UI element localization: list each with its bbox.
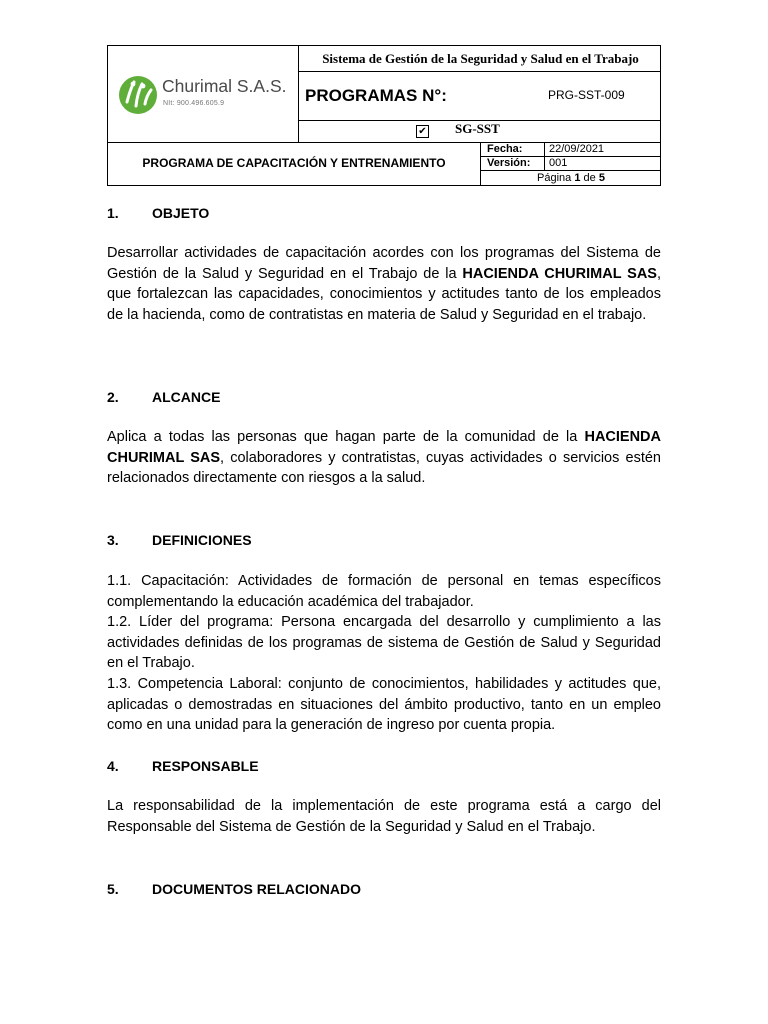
section-heading-objeto [107, 205, 210, 221]
header-divider [298, 71, 661, 72]
section-number: 3. [107, 532, 119, 548]
alcance-company: HACIENDA CHURIMAL SAS [107, 429, 661, 466]
page-number [537, 172, 605, 184]
page-prefix: Página [537, 172, 572, 184]
responsable-paragraph: La responsabilidad de la implementación de este programa está a cargo del Responsable del Sistema de Gestión de la Seguridad y Salud en el Trabajo. [107, 798, 661, 835]
section-title: ALCANCE [152, 389, 221, 405]
section-title: DOCUMENTOS RELACIONADO [152, 881, 361, 897]
section-heading-documentos [107, 881, 361, 897]
section-title: RESPONSABLE [152, 758, 259, 774]
section-title: DEFINICIONES [152, 532, 252, 548]
alcance-text-end: , colaboradores y contratistas, cuyas actividades o servicios estén relacionados directamente con riesgos a la salud. [107, 449, 661, 487]
section-number: 2. [107, 389, 119, 405]
company-name: Churimal S.A.S. [162, 76, 287, 96]
version-value: 001 [549, 157, 568, 169]
section-title: OBJETO [152, 205, 210, 221]
page-current: 1 [574, 172, 581, 184]
header-divider [480, 170, 661, 171]
page-of: de [583, 172, 596, 184]
company-nit: NIt: 900.496.605.9 [163, 100, 225, 107]
program-code: PRG-SST-009 [548, 88, 625, 102]
definition-item: 1.2. Líder del programa: Persona encargada del desarrollo y cumplimiento a las actividades definidas de los programas de sistema de Gestión de Salud y Seguridad en el Trabajo. [107, 614, 661, 672]
header-divider-vertical [298, 45, 299, 143]
objeto-text-end: , que fortalezcan las capacidades, conocimientos y actitudes tanto de los empleados de la hacienda, como de contratistas en materia de Salud y Seguridad en el trabajo. [107, 265, 661, 323]
system-title: Sistema de Gestión de la Seguridad y Salud en el Trabajo [322, 51, 639, 66]
alcance-text: Aplica a todas las personas que hagan parte de la comunidad de la [107, 429, 585, 445]
churimal-leaf-icon [118, 72, 158, 118]
definition-item: 1.3. Competencia Laboral: conjunto de conocimientos, habilidades y actitudes que, aplicadas o demostradas en situaciones del ámbito productivo, tanto en un empleo como en una unidad para la generación de ingreso por cuenta propia. [107, 675, 661, 734]
definiciones-list [107, 571, 661, 736]
section-number: 1. [107, 205, 119, 221]
document-title: PROGRAMA DE CAPACITACIÓN Y ENTRENAMIENTO [142, 156, 446, 170]
section-number: 4. [107, 758, 119, 774]
version-label: Versión: [487, 157, 531, 169]
section-heading-alcance [107, 389, 221, 405]
objeto-paragraph [107, 243, 661, 325]
definition-item: 1.1. Capacitación: Actividades de formación de personal en temas específicos complementando la educación académica del trabajador. [107, 573, 661, 610]
objeto-company: HACIENDA CHURIMAL SAS [462, 265, 657, 282]
section-heading-responsable [107, 758, 259, 774]
alcance-paragraph [107, 427, 661, 489]
section-heading-definiciones [107, 532, 252, 548]
programs-label: PROGRAMAS N°: [305, 86, 447, 105]
objeto-text: Desarrollar actividades de capacitación acordes con los programas del Sistema de Gestión de la Salud y Seguridad en el Trabajo de la [107, 245, 661, 282]
sgsst-checkbox[interactable]: ✔ [416, 125, 429, 138]
fecha-label: Fecha: [487, 143, 523, 155]
section-number: 5. [107, 881, 119, 897]
header-divider-vertical [480, 142, 481, 186]
sgsst-label: SG-SST [455, 121, 500, 136]
fecha-value: 22/09/2021 [549, 143, 605, 155]
company-logo [118, 70, 288, 120]
page-total: 5 [598, 172, 605, 184]
